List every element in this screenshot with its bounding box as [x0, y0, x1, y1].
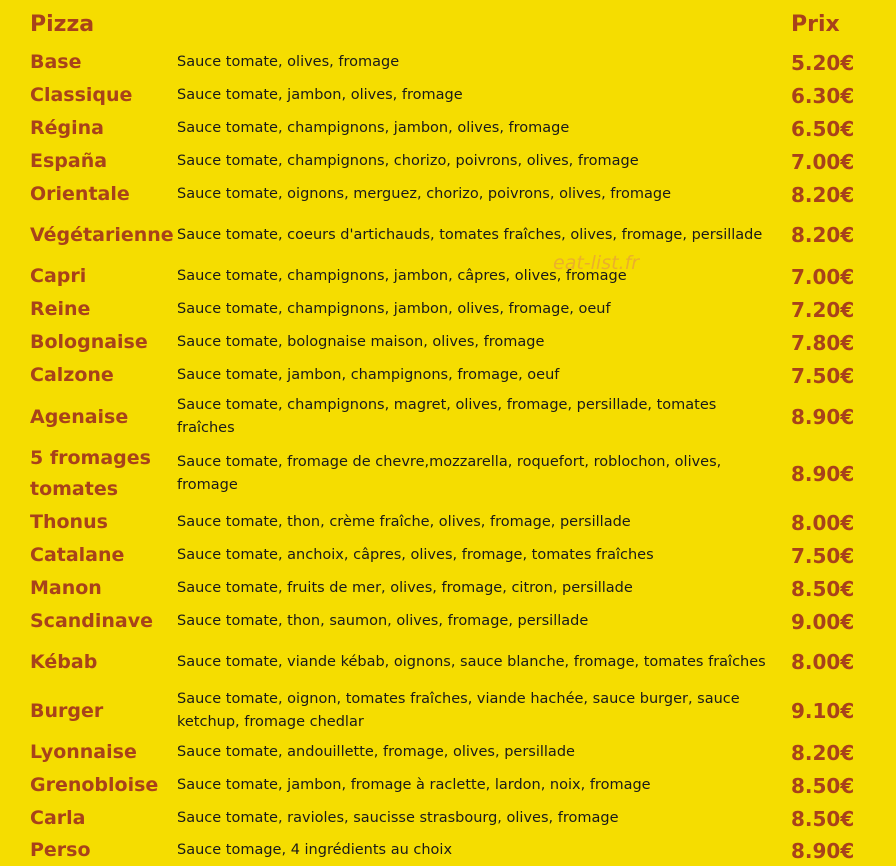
pizza-name: Carla: [30, 807, 86, 829]
pizza-price: 8.50€: [791, 773, 855, 798]
pizza-name: Burger: [30, 699, 104, 722]
pizza-name: Classique: [30, 84, 133, 106]
pizza-price: 7.20€: [791, 297, 855, 322]
watermark: eat-list.fr: [553, 252, 640, 274]
menu-row: [0, 113, 896, 144]
pizza-description: Sauce tomate, oignon, tomates fraîches, viande hachée, sauce burger, sauce ketchup, fromage chedlar: [177, 691, 740, 730]
pizza-name: Manon: [30, 577, 102, 599]
pizza-name: Lyonnaise: [30, 741, 137, 763]
menu-row: [0, 146, 896, 177]
pizza-description: Sauce tomate, ravioles, saucisse strasbourg, olives, fromage: [177, 810, 619, 826]
menu-row: [0, 573, 896, 604]
pizza-description: Sauce tomate, champignons, magret, olives, fromage, persillade, tomates fraîches: [177, 397, 717, 436]
menu-row: [0, 211, 896, 259]
pizza-name: Régina: [30, 117, 104, 139]
pizza-price: 8.90€: [791, 838, 855, 863]
pizza-description: Sauce tomate, champignons, chorizo, poivrons, olives, fromage: [177, 153, 639, 169]
pizza-name: Bolognaise: [30, 331, 148, 353]
pizza-description: Sauce tomate, bolognaise maison, olives, fromage: [177, 334, 545, 350]
pizza-description: Sauce tomate, olives, fromage: [177, 54, 400, 70]
menu-row: [0, 443, 896, 505]
pizza-price: 8.50€: [791, 806, 855, 831]
pizza-description: Sauce tomage, 4 ingrédients au choix: [177, 842, 453, 858]
pizza-description: Sauce tomate, coeurs d'artichauds, tomates fraîches, olives, fromage, persillade: [177, 226, 763, 243]
pizza-price: 8.00€: [791, 510, 855, 535]
pizza-price: 7.80€: [791, 330, 855, 355]
pizza-description: Sauce tomate, fromage de chevre,mozzarella, roquefort, roblochon, olives, fromage: [177, 454, 722, 493]
pizza-price: 7.50€: [791, 543, 855, 568]
menu-row: [0, 687, 896, 735]
pizza-description: Sauce tomate, jambon, fromage à raclette, lardon, noix, fromage: [177, 777, 651, 793]
pizza-description: Sauce tomate, oignons, merguez, chorizo, poivrons, olives, fromage: [177, 186, 672, 202]
pizza-description: Sauce tomate, jambon, champignons, fromage, oeuf: [177, 367, 560, 383]
pizza-description: Sauce tomate, thon, saumon, olives, fromage, persillade: [177, 613, 589, 629]
pizza-price: 5.20€: [791, 50, 855, 75]
pizza-description: Sauce tomate, champignons, jambon, olives, fromage: [177, 120, 570, 136]
pizza-name: España: [30, 150, 108, 172]
menu-row: [0, 360, 896, 391]
header-pizza: Pizza: [30, 12, 95, 37]
menu-row: [0, 327, 896, 358]
menu-row: [0, 294, 896, 325]
pizza-description: Sauce tomate, thon, crème fraîche, olives, fromage, persillade: [177, 514, 631, 530]
pizza-name: Thonus: [30, 511, 108, 533]
menu-row: [0, 393, 896, 441]
pizza-name: Agenaise: [30, 405, 129, 428]
pizza-price: 8.20€: [791, 740, 855, 765]
pizza-price: 8.90€: [791, 405, 855, 429]
pizza-description: Sauce tomate, andouillette, fromage, olives, persillade: [177, 744, 575, 760]
pizza-price: 8.90€: [791, 462, 855, 486]
pizza-price: 6.30€: [791, 83, 855, 108]
header-price: Prix: [791, 12, 840, 37]
pizza-price: 6.50€: [791, 116, 855, 141]
menu-row: [0, 80, 896, 111]
menu-row: [0, 507, 896, 538]
pizza-price: 8.20€: [791, 182, 855, 207]
menu-row: [0, 770, 896, 801]
pizza-name: Grenobloise: [30, 774, 159, 796]
menu-header: [0, 12, 896, 42]
pizza-name: Reine: [30, 298, 91, 320]
pizza-name: Kébab: [30, 650, 98, 673]
pizza-description: Sauce tomate, champignons, jambon, câpres, olives, fromage: [177, 268, 627, 284]
pizza-name: Capri: [30, 265, 87, 287]
pizza-name: Catalane: [30, 544, 125, 566]
pizza-price: 9.00€: [791, 609, 855, 634]
pizza-price: 8.50€: [791, 576, 855, 601]
menu-row: [0, 179, 896, 210]
pizza-price: 8.00€: [791, 650, 855, 674]
menu-row: [0, 540, 896, 571]
pizza-price: 7.50€: [791, 363, 855, 388]
pizza-price: 7.00€: [791, 149, 855, 174]
pizza-description: Sauce tomate, anchoix, câpres, olives, fromage, tomates fraîches: [177, 547, 654, 563]
pizza-description: Sauce tomate, viande kébab, oignons, sauce blanche, fromage, tomates fraîches: [177, 653, 766, 670]
menu-row: [0, 803, 896, 834]
pizza-name: Orientale: [30, 183, 130, 205]
menu-row: [0, 606, 896, 637]
pizza-description: Sauce tomate, champignons, jambon, olives, fromage, oeuf: [177, 301, 611, 317]
pizza-price: 9.10€: [791, 699, 855, 723]
pizza-name: Calzone: [30, 364, 114, 386]
pizza-description: Sauce tomate, fruits de mer, olives, fromage, citron, persillade: [177, 580, 633, 596]
pizza-name: Base: [30, 51, 82, 73]
pizza-name: Perso: [30, 839, 91, 861]
pizza-name: Végétarienne: [30, 223, 174, 246]
menu-row: [0, 261, 896, 292]
pizza-price: 8.20€: [791, 223, 855, 247]
menu-row: [0, 835, 896, 866]
pizza-description: Sauce tomate, jambon, olives, fromage: [177, 87, 463, 103]
menu-row: [0, 638, 896, 686]
menu-row: [0, 737, 896, 768]
pizza-name: Scandinave: [30, 610, 154, 632]
pizza-price: 7.00€: [791, 264, 855, 289]
menu-row: [0, 47, 896, 78]
pizza-name: 5 fromages tomates: [30, 447, 151, 500]
